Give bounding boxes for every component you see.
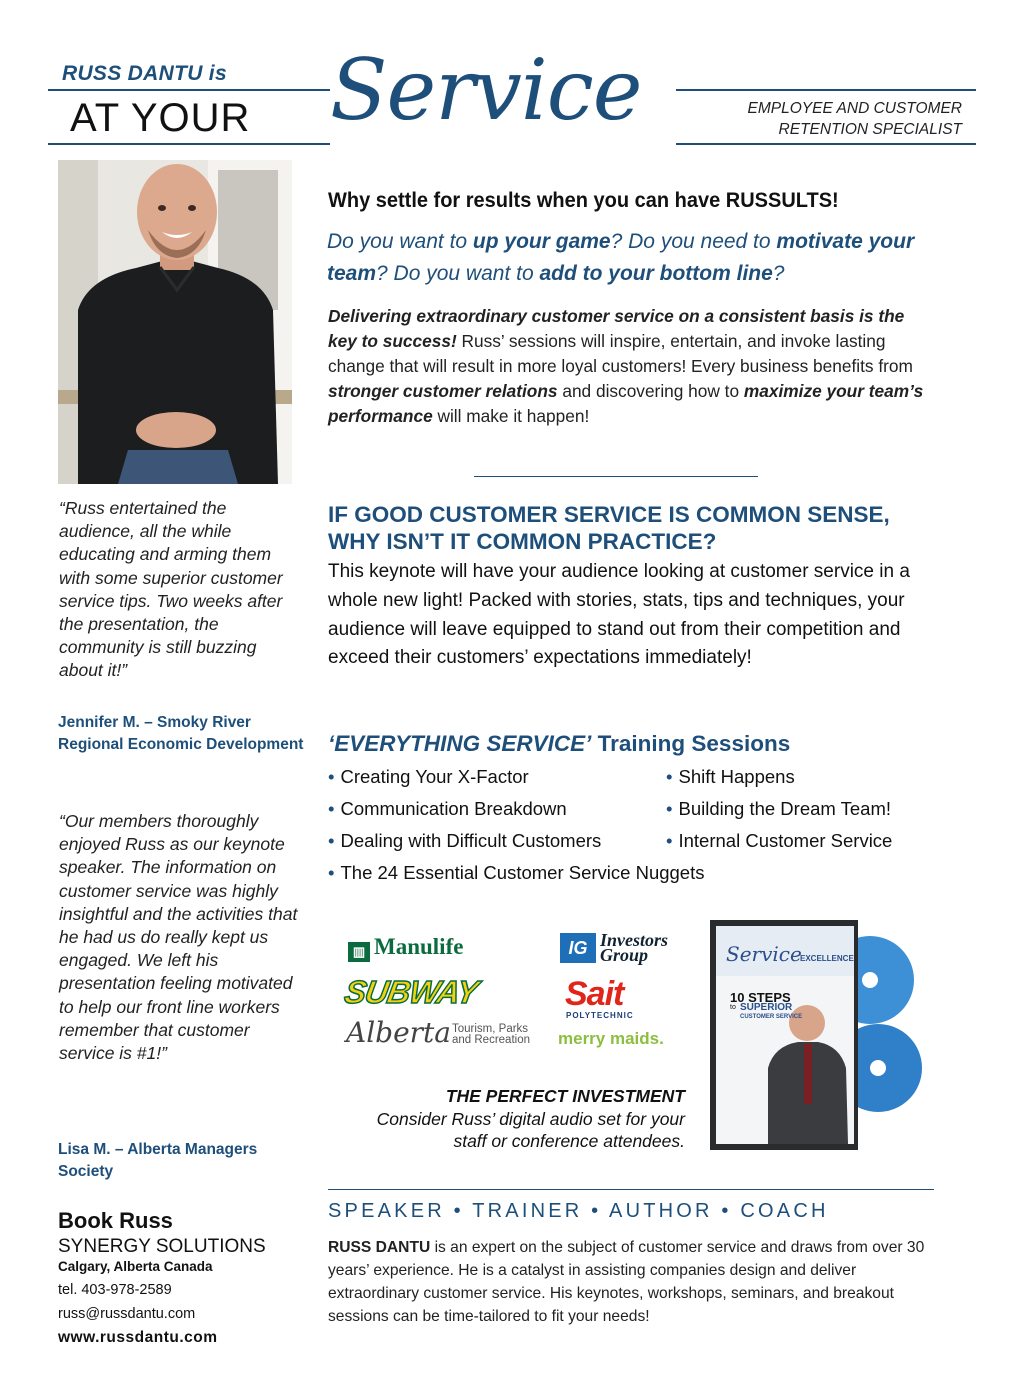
testimonial-author-1: Jennifer M. – Smoky River Regional Economic Development	[58, 714, 304, 753]
investors-wordmark	[600, 930, 669, 965]
q1-mid: ? Do you need to	[610, 230, 777, 253]
product-box-title: Service	[726, 942, 802, 966]
training-title	[328, 731, 790, 757]
training-title-rest: Training Sessions	[591, 731, 791, 756]
header-russ-dantu-is: RUSS DANTU is	[62, 62, 227, 85]
sait-logo-subtitle: POLYTECHNIC	[566, 1011, 634, 1020]
intro-paragraph	[328, 304, 928, 429]
header-rule-left-top	[48, 89, 330, 91]
intro-bold-1: Delivering extraordinary customer service on a consistent basis is the key to success!	[328, 306, 905, 351]
alberta-sub-line1: Tourism, Parks	[452, 1023, 529, 1035]
russ-portrait-photo	[58, 160, 292, 484]
book-russ-heading: Book Russ	[58, 1208, 173, 1233]
perfect-investment-text: Consider Russ’ digital audio set for your staff or conference attendees.	[376, 1109, 685, 1151]
bullet-icon: •	[328, 766, 335, 787]
intro-bold-2: stronger customer relations	[328, 381, 558, 401]
sait-logo: Sait	[565, 975, 624, 1013]
contact-company: SYNERGY SOLUTIONS	[58, 1236, 266, 1257]
alberta-sub-line2: and Recreation	[452, 1034, 530, 1046]
investors-line2: Group	[600, 945, 649, 965]
subway-logo: SUBWAY	[341, 974, 481, 1010]
product-box-to: to	[730, 1004, 736, 1011]
perfect-investment-heading: THE PERFECT INVESTMENT	[445, 1086, 685, 1106]
bullet-icon: •	[666, 830, 673, 851]
testimonial-quote-2: “Our members thoroughly enjoyed Russ as our keynote speaker. The information on customer service was highly insightful and the activities that he had us do really kept us engaged. We left his presentation feeling motivated to help our front line workers remember that customer service is #1!”	[59, 811, 298, 1064]
header-rule-right-bottom	[676, 143, 976, 145]
roles-line: SPEAKER • TRAINER • AUTHOR • COACH	[328, 1200, 829, 1222]
session-item	[666, 766, 795, 788]
product-box-superior: SUPERIOR	[740, 1002, 793, 1013]
investors-line1: Investors	[600, 930, 669, 950]
q3-bold: add to your bottom line	[539, 262, 773, 285]
session-label: Building the Dream Team!	[678, 798, 891, 819]
session-label: Creating Your X-Factor	[340, 766, 529, 787]
contact-phone[interactable]: tel. 403-978-2589	[58, 1282, 172, 1298]
bullet-icon: •	[328, 862, 335, 883]
contact-city: Calgary, Alberta Canada	[58, 1259, 213, 1274]
session-label: The 24 Essential Customer Service Nuggets	[340, 862, 705, 883]
bullet-icon: •	[666, 766, 673, 787]
intro-text-1: Russ’ sessions will inspire, entertain, and invoke lasting change that will result in more loyal customers! Every business benefits from	[328, 331, 913, 376]
manulife-wordmark: Manulife	[374, 934, 464, 959]
bio-paragraph	[328, 1236, 928, 1328]
q3-end: ?	[772, 262, 785, 285]
bullet-icon: •	[328, 798, 335, 819]
session-label: Shift Happens	[678, 766, 795, 787]
intro-questions	[327, 226, 947, 290]
manulife-logo	[348, 934, 463, 962]
q2-mid: ? Do you want to	[376, 262, 540, 285]
session-item	[328, 766, 529, 788]
bullet-icon: •	[328, 830, 335, 851]
session-label: Communication Breakdown	[340, 798, 567, 819]
intro-text-3: will make it happen!	[432, 406, 590, 426]
keynote-body: This keynote will have your audience looking at customer service in a whole new light! Packed with stories, stats, tips and techniques, your audience will leave equipped to stand out from their competition and exceed their customers’ expectations immediately!	[328, 561, 910, 669]
product-box-steps: 10 STEPS	[730, 990, 791, 1005]
header-service-script: Service	[330, 41, 642, 139]
keynote-heading: IF GOOD CUSTOMER SERVICE IS COMMON SENSE, WHY ISN’T IT COMMON PRACTICE?	[328, 502, 890, 554]
headline-russults: Why settle for results when you can have RUSSULTS!	[328, 188, 839, 212]
header-at-your: AT YOUR	[70, 96, 251, 140]
merry-maids-logo: merry maids.	[558, 1029, 664, 1048]
q2-bold: motivate your team	[327, 230, 915, 285]
session-item	[666, 830, 892, 852]
product-box-excellence: EXCELLENCE	[800, 954, 854, 963]
header-tagline	[748, 98, 962, 140]
intro-text-2: and discovering how to	[557, 381, 744, 401]
alberta-logo-subtitle	[452, 1024, 530, 1046]
session-item	[328, 798, 567, 820]
alberta-logo: Alberta	[346, 1016, 451, 1049]
bio-divider	[328, 1189, 934, 1190]
audio-set-product-image	[708, 918, 938, 1154]
q1-pre: Do you want to	[327, 230, 473, 253]
intro-divider	[474, 476, 758, 477]
investors-ig-mark: IG	[560, 933, 596, 963]
bio-text: is an expert on the subject of customer service and draws from over 30 years’ experience. He is a catalyst in assisting companies design and deliver extraordinary customer service. His keynotes, workshops, seminars, and breakout sessions can be time-tailored to fit your needs!	[328, 1239, 925, 1325]
header-tagline-line2: RETENTION SPECIALIST	[778, 121, 962, 138]
testimonial-author-2: Lisa M. – Alberta Managers Society	[58, 1141, 258, 1180]
intro-bold-3: maximize your team’s performance	[328, 381, 924, 426]
session-item	[666, 798, 891, 820]
session-item	[328, 830, 601, 852]
product-box-cs: CUSTOMER SERVICE	[740, 1014, 803, 1020]
contact-website[interactable]: www.russdantu.com	[58, 1329, 218, 1346]
contact-email[interactable]: russ@russdantu.com	[58, 1306, 196, 1322]
session-item	[328, 862, 705, 884]
session-label: Dealing with Difficult Customers	[340, 830, 602, 851]
bullet-icon: •	[666, 798, 673, 819]
header-rule-left-bottom	[48, 143, 330, 145]
session-label: Internal Customer Service	[678, 830, 893, 851]
testimonial-quote-1: “Russ entertained the audience, all the while educating and arming them with some superior customer service tips. Two weeks after the presentation, the community is still buzzing about it!”	[59, 498, 283, 681]
q1-bold: up your game	[472, 230, 611, 253]
training-title-italic: ‘EVERYTHING SERVICE’	[328, 731, 592, 756]
investors-group-logo	[560, 930, 669, 966]
bio-name: RUSS DANTU	[328, 1239, 431, 1256]
header-rule-right-top	[676, 89, 976, 91]
manulife-mark-icon: ▥	[348, 942, 370, 962]
header-tagline-line1: EMPLOYEE AND CUSTOMER	[747, 100, 962, 117]
